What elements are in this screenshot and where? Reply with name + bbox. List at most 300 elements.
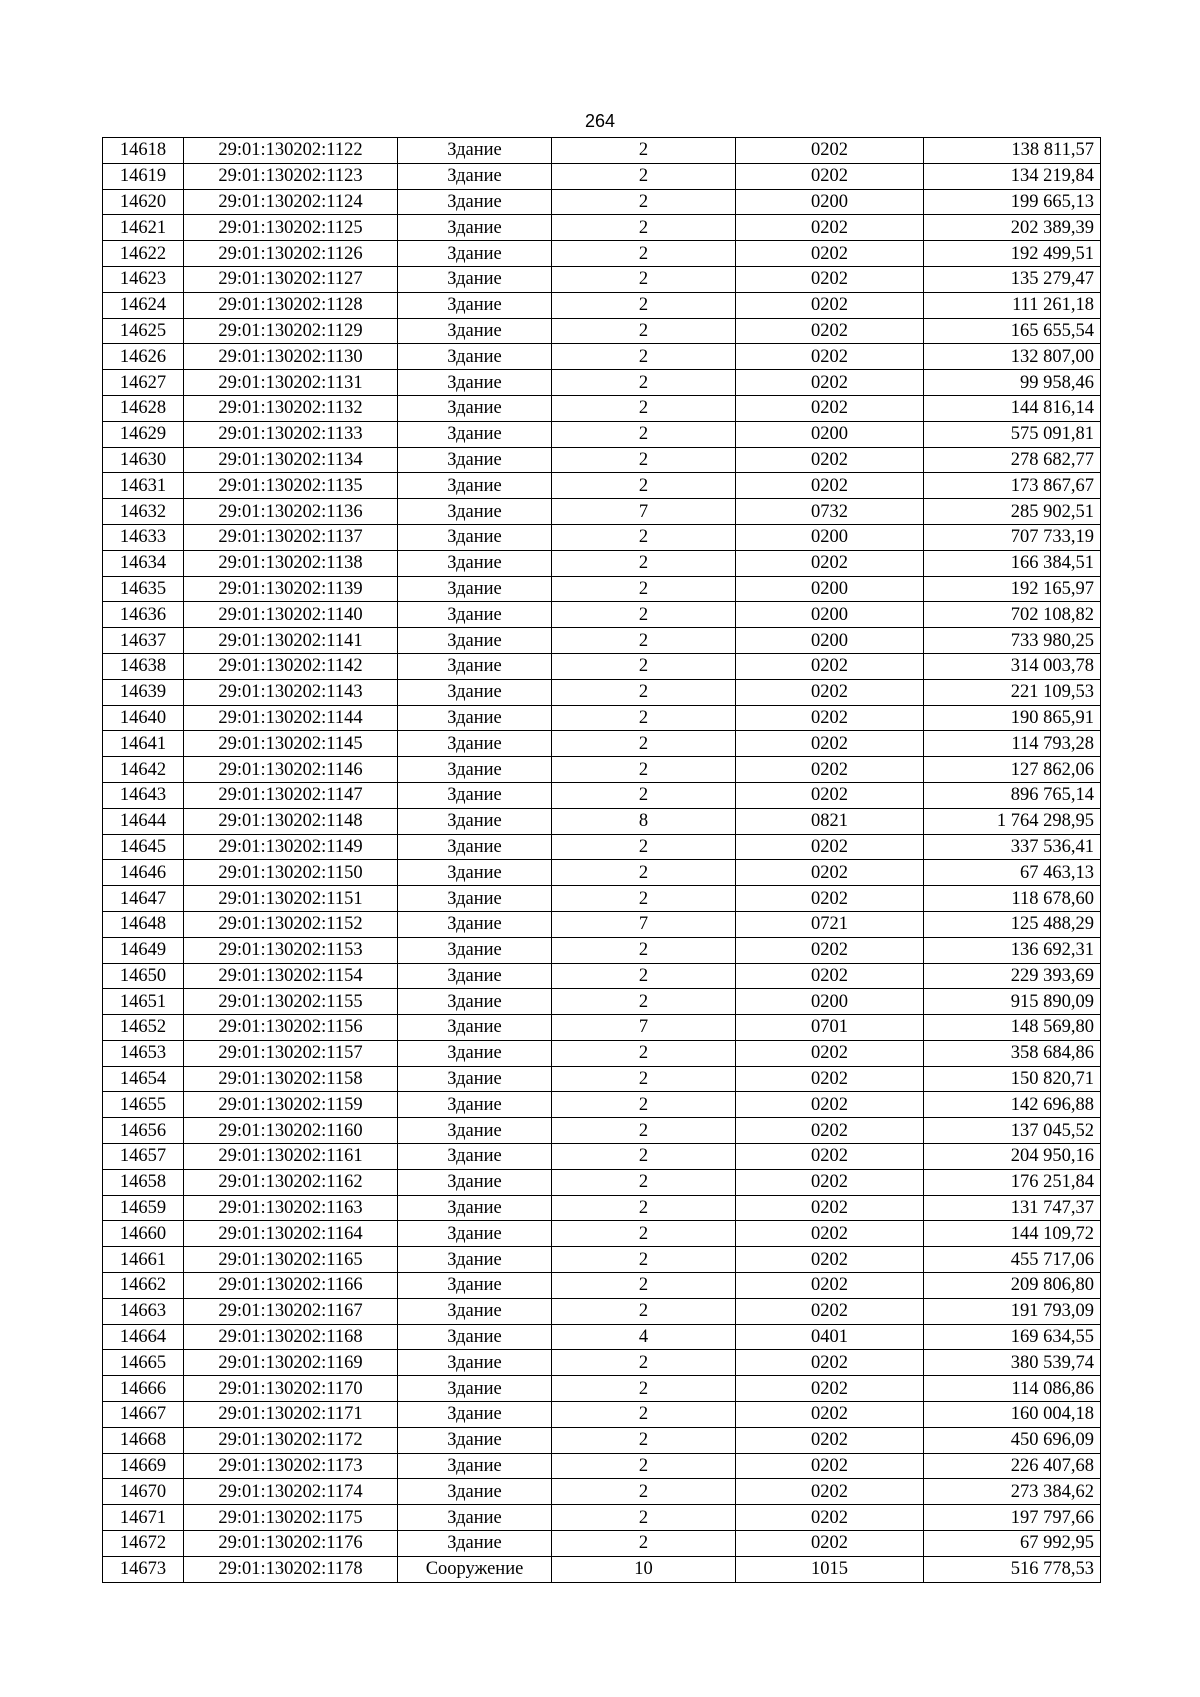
row-number-cell: 14632 [103,499,184,525]
group-cell: 2 [552,834,736,860]
cadastral-value-cell: 896 765,14 [924,782,1101,808]
group-cell: 2 [552,1066,736,1092]
cadastral-number-cell: 29:01:130202:1123 [184,163,398,189]
table-row [103,1118,1101,1144]
group-cell: 7 [552,911,736,937]
table-row [103,834,1101,860]
group-cell: 4 [552,1324,736,1350]
table-row [103,163,1101,189]
cadastral-value-cell: 516 778,53 [924,1556,1101,1582]
cadastral-number-cell: 29:01:130202:1152 [184,911,398,937]
object-type-cell: Здание [398,911,552,937]
group-cell: 2 [552,1144,736,1170]
object-type-cell: Здание [398,628,552,654]
row-number-cell: 14639 [103,679,184,705]
group-cell: 2 [552,731,736,757]
cadastral-value-cell: 138 811,57 [924,138,1101,164]
code-cell: 0202 [736,550,924,576]
table-row [103,1221,1101,1247]
group-cell: 2 [552,1402,736,1428]
cadastral-number-cell: 29:01:130202:1134 [184,447,398,473]
cadastral-value-cell: 131 747,37 [924,1195,1101,1221]
table-row [103,1298,1101,1324]
cadastral-value-cell: 118 678,60 [924,886,1101,912]
group-cell: 2 [552,1479,736,1505]
object-type-cell: Здание [398,163,552,189]
cadastral-value-cell: 134 219,84 [924,163,1101,189]
group-cell: 8 [552,808,736,834]
row-number-cell: 14661 [103,1247,184,1273]
code-cell: 0202 [736,1092,924,1118]
cadastral-number-cell: 29:01:130202:1130 [184,344,398,370]
cadastral-value-cell: 221 109,53 [924,679,1101,705]
cadastral-number-cell: 29:01:130202:1143 [184,679,398,705]
cadastral-number-cell: 29:01:130202:1146 [184,757,398,783]
group-cell: 2 [552,447,736,473]
object-type-cell: Здание [398,679,552,705]
group-cell: 2 [552,524,736,550]
cadastral-number-cell: 29:01:130202:1174 [184,1479,398,1505]
cadastral-value-cell: 575 091,81 [924,421,1101,447]
code-cell: 1015 [736,1556,924,1582]
row-number-cell: 14635 [103,576,184,602]
row-number-cell: 14667 [103,1402,184,1428]
row-number-cell: 14628 [103,395,184,421]
code-cell: 0202 [736,1195,924,1221]
cadastral-number-cell: 29:01:130202:1155 [184,989,398,1015]
object-type-cell: Здание [398,189,552,215]
code-cell: 0202 [736,318,924,344]
code-cell: 0202 [736,215,924,241]
table-row [103,524,1101,550]
object-type-cell: Здание [398,1453,552,1479]
group-cell: 2 [552,292,736,318]
table-row [103,808,1101,834]
object-type-cell: Здание [398,860,552,886]
group-cell: 2 [552,576,736,602]
cadastral-number-cell: 29:01:130202:1175 [184,1505,398,1531]
row-number-cell: 14624 [103,292,184,318]
cadastral-value-cell: 314 003,78 [924,653,1101,679]
object-type-cell: Здание [398,1350,552,1376]
object-type-cell: Здание [398,1118,552,1144]
code-cell: 0202 [736,731,924,757]
group-cell: 7 [552,499,736,525]
group-cell: 2 [552,1040,736,1066]
row-number-cell: 14656 [103,1118,184,1144]
group-cell: 2 [552,189,736,215]
cadastral-number-cell: 29:01:130202:1138 [184,550,398,576]
table-row [103,963,1101,989]
row-number-cell: 14665 [103,1350,184,1376]
cadastral-value-cell: 733 980,25 [924,628,1101,654]
row-number-cell: 14630 [103,447,184,473]
row-number-cell: 14653 [103,1040,184,1066]
row-number-cell: 14627 [103,370,184,396]
code-cell: 0200 [736,421,924,447]
row-number-cell: 14621 [103,215,184,241]
table-row [103,1427,1101,1453]
group-cell: 2 [552,473,736,499]
cadastral-number-cell: 29:01:130202:1178 [184,1556,398,1582]
object-type-cell: Здание [398,1324,552,1350]
group-cell: 10 [552,1556,736,1582]
row-number-cell: 14648 [103,911,184,937]
group-cell: 2 [552,395,736,421]
object-type-cell: Здание [398,370,552,396]
code-cell: 0202 [736,1169,924,1195]
code-cell: 0202 [736,782,924,808]
object-type-cell: Здание [398,1092,552,1118]
cadastral-number-cell: 29:01:130202:1140 [184,602,398,628]
row-number-cell: 14645 [103,834,184,860]
cadastral-value-cell: 204 950,16 [924,1144,1101,1170]
cadastral-number-cell: 29:01:130202:1150 [184,860,398,886]
group-cell: 7 [552,1015,736,1041]
group-cell: 2 [552,421,736,447]
table-row [103,266,1101,292]
row-number-cell: 14652 [103,1015,184,1041]
object-type-cell: Здание [398,266,552,292]
row-number-cell: 14651 [103,989,184,1015]
table-row [103,215,1101,241]
cadastral-value-cell: 229 393,69 [924,963,1101,989]
cadastral-value-cell: 190 865,91 [924,705,1101,731]
code-cell: 0200 [736,602,924,628]
group-cell: 2 [552,318,736,344]
cadastral-number-cell: 29:01:130202:1125 [184,215,398,241]
object-type-cell: Здание [398,705,552,731]
table-row [103,1195,1101,1221]
code-cell: 0202 [736,473,924,499]
table-row [103,1479,1101,1505]
cadastral-value-cell: 150 820,71 [924,1066,1101,1092]
row-number-cell: 14649 [103,937,184,963]
code-cell: 0202 [736,860,924,886]
row-number-cell: 14642 [103,757,184,783]
group-cell: 2 [552,1118,736,1144]
table-row [103,911,1101,937]
row-number-cell: 14641 [103,731,184,757]
table-row [103,1144,1101,1170]
cadastral-value-cell: 165 655,54 [924,318,1101,344]
row-number-cell: 14618 [103,138,184,164]
cadastral-number-cell: 29:01:130202:1137 [184,524,398,550]
object-type-cell: Здание [398,1273,552,1299]
group-cell: 2 [552,1298,736,1324]
row-number-cell: 14644 [103,808,184,834]
code-cell: 0202 [736,1453,924,1479]
cadastral-value-cell: 166 384,51 [924,550,1101,576]
table-row [103,1015,1101,1041]
group-cell: 2 [552,266,736,292]
table-row [103,576,1101,602]
group-cell: 2 [552,1427,736,1453]
cadastral-number-cell: 29:01:130202:1148 [184,808,398,834]
table-row [103,395,1101,421]
cadastral-value-cell: 1 764 298,95 [924,808,1101,834]
object-type-cell: Здание [398,834,552,860]
code-cell: 0202 [736,886,924,912]
code-cell: 0202 [736,1273,924,1299]
cadastral-value-cell: 173 867,67 [924,473,1101,499]
code-cell: 0200 [736,628,924,654]
cadastral-value-cell: 192 499,51 [924,241,1101,267]
object-type-cell: Здание [398,653,552,679]
cadastral-number-cell: 29:01:130202:1147 [184,782,398,808]
cadastral-value-cell: 915 890,09 [924,989,1101,1015]
cadastral-number-cell: 29:01:130202:1133 [184,421,398,447]
code-cell: 0202 [736,163,924,189]
code-cell: 0202 [736,1427,924,1453]
group-cell: 2 [552,602,736,628]
row-number-cell: 14664 [103,1324,184,1350]
table-row [103,1350,1101,1376]
group-cell: 2 [552,937,736,963]
group-cell: 2 [552,1273,736,1299]
group-cell: 2 [552,550,736,576]
cadastral-value-cell: 99 958,46 [924,370,1101,396]
cadastral-number-cell: 29:01:130202:1154 [184,963,398,989]
code-cell: 0701 [736,1015,924,1041]
cadastral-number-cell: 29:01:130202:1158 [184,1066,398,1092]
cadastral-number-cell: 29:01:130202:1163 [184,1195,398,1221]
row-number-cell: 14629 [103,421,184,447]
row-number-cell: 14662 [103,1273,184,1299]
table-row [103,370,1101,396]
cadastral-number-cell: 29:01:130202:1157 [184,1040,398,1066]
cadastral-value-cell: 132 807,00 [924,344,1101,370]
code-cell: 0202 [736,1247,924,1273]
row-number-cell: 14671 [103,1505,184,1531]
row-number-cell: 14636 [103,602,184,628]
code-cell: 0202 [736,679,924,705]
cadastral-number-cell: 29:01:130202:1124 [184,189,398,215]
code-cell: 0202 [736,1144,924,1170]
group-cell: 2 [552,163,736,189]
code-cell: 0202 [736,705,924,731]
table-row [103,628,1101,654]
group-cell: 2 [552,963,736,989]
group-cell: 2 [552,215,736,241]
cadastral-number-cell: 29:01:130202:1168 [184,1324,398,1350]
cadastral-number-cell: 29:01:130202:1144 [184,705,398,731]
table-row [103,1376,1101,1402]
object-type-cell: Здание [398,1195,552,1221]
cadastral-value-cell: 273 384,62 [924,1479,1101,1505]
row-number-cell: 14633 [103,524,184,550]
object-type-cell: Здание [398,318,552,344]
table-row [103,1273,1101,1299]
group-cell: 2 [552,705,736,731]
group-cell: 2 [552,1221,736,1247]
code-cell: 0401 [736,1324,924,1350]
cadastral-value-cell: 202 389,39 [924,215,1101,241]
object-type-cell: Здание [398,1169,552,1195]
cadastral-number-cell: 29:01:130202:1139 [184,576,398,602]
row-number-cell: 14646 [103,860,184,886]
cadastral-value-cell: 144 109,72 [924,1221,1101,1247]
cadastral-number-cell: 29:01:130202:1132 [184,395,398,421]
object-type-cell: Здание [398,1531,552,1557]
cadastral-value-cell: 137 045,52 [924,1118,1101,1144]
code-cell: 0202 [736,1479,924,1505]
row-number-cell: 14640 [103,705,184,731]
code-cell: 0202 [736,138,924,164]
row-number-cell: 14673 [103,1556,184,1582]
cadastral-value-cell: 127 862,06 [924,757,1101,783]
cadastral-number-cell: 29:01:130202:1170 [184,1376,398,1402]
row-number-cell: 14660 [103,1221,184,1247]
cadastral-number-cell: 29:01:130202:1173 [184,1453,398,1479]
cadastral-number-cell: 29:01:130202:1172 [184,1427,398,1453]
object-type-cell: Здание [398,1040,552,1066]
table-row [103,344,1101,370]
group-cell: 2 [552,370,736,396]
object-type-cell: Здание [398,1298,552,1324]
code-cell: 0202 [736,1298,924,1324]
table-row [103,1402,1101,1428]
cadastral-value-cell: 160 004,18 [924,1402,1101,1428]
cadastral-number-cell: 29:01:130202:1166 [184,1273,398,1299]
cadastral-number-cell: 29:01:130202:1149 [184,834,398,860]
table-row [103,1040,1101,1066]
table-row [103,1453,1101,1479]
row-number-cell: 14647 [103,886,184,912]
table-row [103,602,1101,628]
table-row [103,189,1101,215]
row-number-cell: 14655 [103,1092,184,1118]
row-number-cell: 14666 [103,1376,184,1402]
cadastral-value-cell: 136 692,31 [924,937,1101,963]
cadastral-number-cell: 29:01:130202:1171 [184,1402,398,1428]
code-cell: 0202 [736,1402,924,1428]
object-type-cell: Здание [398,215,552,241]
row-number-cell: 14670 [103,1479,184,1505]
cadastral-number-cell: 29:01:130202:1128 [184,292,398,318]
table-row [103,860,1101,886]
cadastral-number-cell: 29:01:130202:1176 [184,1531,398,1557]
row-number-cell: 14643 [103,782,184,808]
cadastral-number-cell: 29:01:130202:1129 [184,318,398,344]
object-type-cell: Здание [398,1376,552,1402]
code-cell: 0202 [736,1221,924,1247]
object-type-cell: Здание [398,963,552,989]
cadastral-value-cell: 169 634,55 [924,1324,1101,1350]
table-row [103,782,1101,808]
group-cell: 2 [552,628,736,654]
table-row [103,1092,1101,1118]
code-cell: 0202 [736,1118,924,1144]
table-row [103,679,1101,705]
group-cell: 2 [552,1531,736,1557]
table-row [103,937,1101,963]
code-cell: 0202 [736,1350,924,1376]
code-cell: 0202 [736,653,924,679]
code-cell: 0202 [736,1066,924,1092]
cadastral-number-cell: 29:01:130202:1159 [184,1092,398,1118]
cadastral-number-cell: 29:01:130202:1126 [184,241,398,267]
cadastral-value-cell: 114 086,86 [924,1376,1101,1402]
table-row [103,757,1101,783]
group-cell: 2 [552,989,736,1015]
row-number-cell: 14622 [103,241,184,267]
group-cell: 2 [552,860,736,886]
object-type-cell: Здание [398,447,552,473]
group-cell: 2 [552,757,736,783]
table-row [103,447,1101,473]
cadastral-number-cell: 29:01:130202:1141 [184,628,398,654]
table-row [103,550,1101,576]
group-cell: 2 [552,886,736,912]
cadastral-value-cell: 176 251,84 [924,1169,1101,1195]
object-type-cell: Здание [398,473,552,499]
cadastral-number-cell: 29:01:130202:1142 [184,653,398,679]
table-row [103,886,1101,912]
row-number-cell: 14620 [103,189,184,215]
cadastral-number-cell: 29:01:130202:1164 [184,1221,398,1247]
cadastral-value-cell: 197 797,66 [924,1505,1101,1531]
row-number-cell: 14669 [103,1453,184,1479]
cadastral-value-cell: 67 992,95 [924,1531,1101,1557]
table-row [103,499,1101,525]
row-number-cell: 14625 [103,318,184,344]
table-row [103,989,1101,1015]
object-type-cell: Здание [398,757,552,783]
code-cell: 0721 [736,911,924,937]
object-type-cell: Здание [398,524,552,550]
row-number-cell: 14619 [103,163,184,189]
code-cell: 0200 [736,576,924,602]
group-cell: 2 [552,1092,736,1118]
row-number-cell: 14637 [103,628,184,654]
page-number: 264 [584,111,616,131]
code-cell: 0202 [736,963,924,989]
code-cell: 0202 [736,292,924,318]
group-cell: 2 [552,1453,736,1479]
table-row [103,705,1101,731]
code-cell: 0200 [736,989,924,1015]
cadastral-value-cell: 114 793,28 [924,731,1101,757]
cadastral-value-cell: 707 733,19 [924,524,1101,550]
row-number-cell: 14631 [103,473,184,499]
code-cell: 0821 [736,808,924,834]
group-cell: 2 [552,138,736,164]
row-number-cell: 14663 [103,1298,184,1324]
object-type-cell: Здание [398,1402,552,1428]
code-cell: 0202 [736,937,924,963]
cadastral-number-cell: 29:01:130202:1151 [184,886,398,912]
cadastral-number-cell: 29:01:130202:1131 [184,370,398,396]
row-number-cell: 14659 [103,1195,184,1221]
object-type-cell: Здание [398,344,552,370]
table-row [103,1169,1101,1195]
table-row [103,292,1101,318]
object-type-cell: Здание [398,1221,552,1247]
code-cell: 0202 [736,370,924,396]
table-row [103,318,1101,344]
code-cell: 0202 [736,395,924,421]
object-type-cell: Здание [398,1505,552,1531]
row-number-cell: 14657 [103,1144,184,1170]
object-type-cell: Здание [398,499,552,525]
code-cell: 0202 [736,344,924,370]
cadastral-number-cell: 29:01:130202:1156 [184,1015,398,1041]
group-cell: 2 [552,1505,736,1531]
table-row [103,653,1101,679]
object-type-cell: Здание [398,138,552,164]
cadastral-number-cell: 29:01:130202:1136 [184,499,398,525]
